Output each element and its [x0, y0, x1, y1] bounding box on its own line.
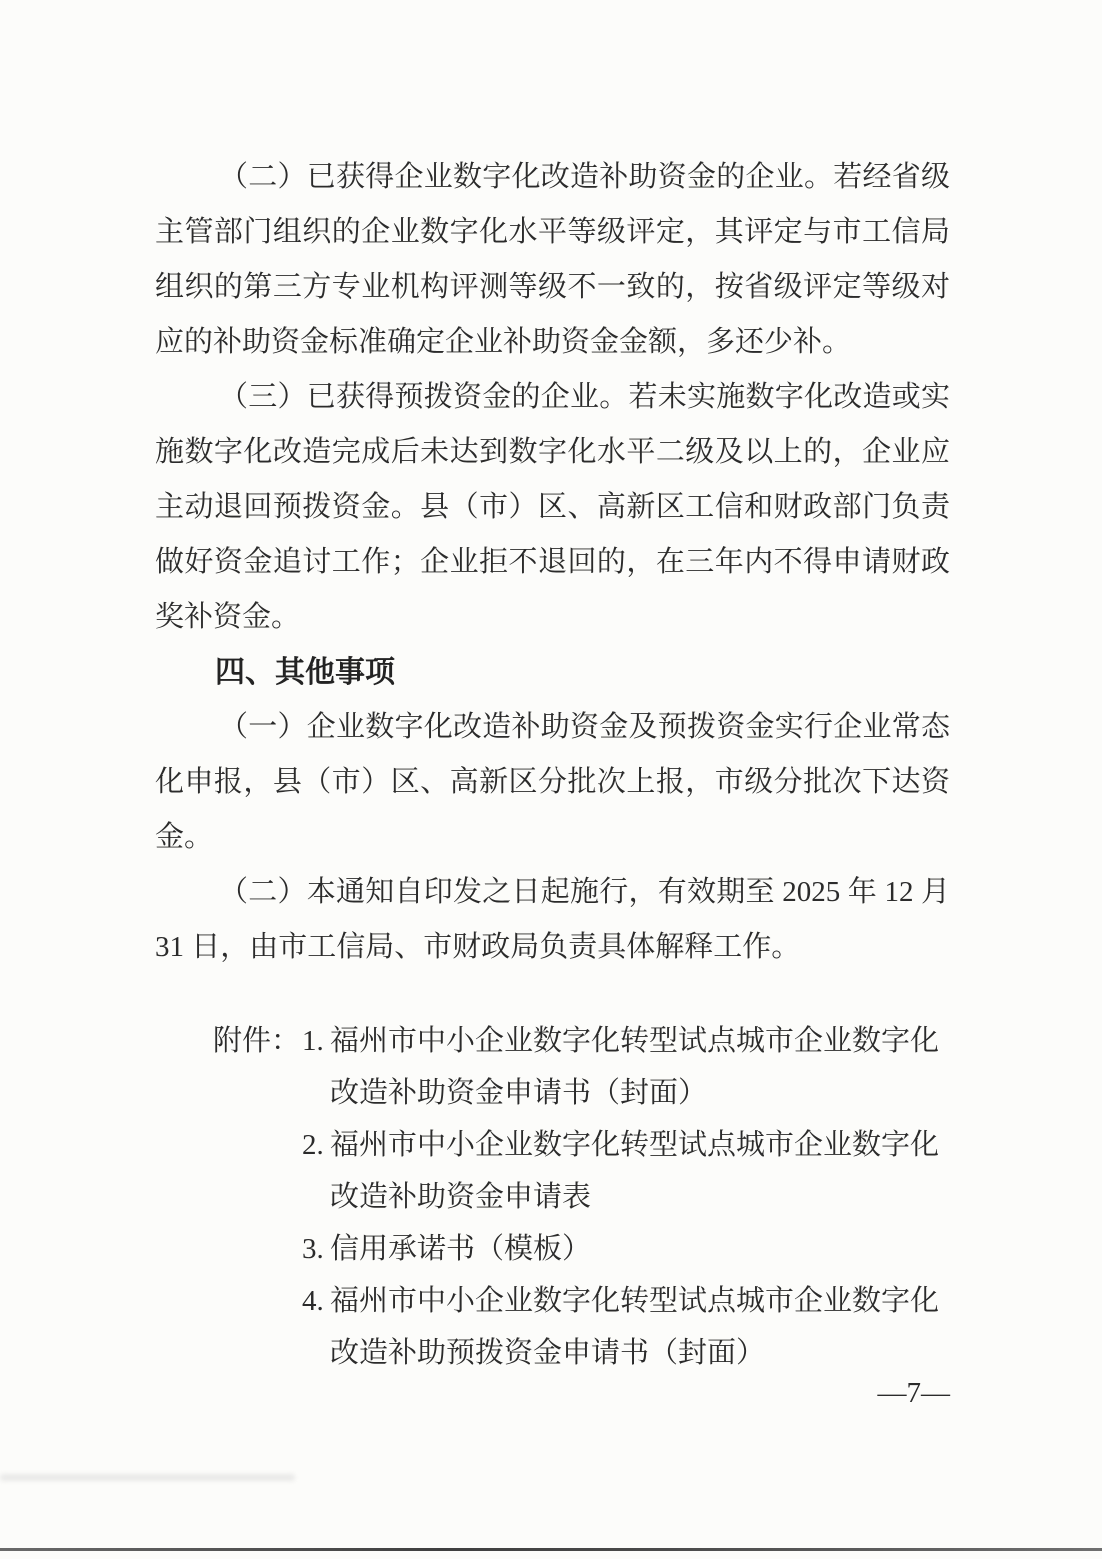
section-heading: 四、其他事项 [215, 656, 395, 689]
scan-edge-line [0, 1548, 1102, 1551]
body-line: 做好资金追讨工作；企业拒不退回的，在三年内不得申请财政 [155, 546, 950, 578]
attachment-line [155, 1327, 955, 1379]
body-line: （二）已获得企业数字化改造补助资金的企业。若经省级 [219, 161, 950, 193]
attachment-item-text: 信用承诺书（模板） [330, 1233, 592, 1265]
attachment-item-text: 改造补助资金申请表 [330, 1181, 592, 1213]
body-line: 施数字化改造完成后未达到数字化水平二级及以上的，企业应 [155, 436, 950, 468]
body-line: 金。 [155, 821, 214, 853]
attachment-item-text: 福州市中小企业数字化转型试点城市企业数字化 [330, 1129, 940, 1161]
attachment-item-number: 4. [302, 1285, 324, 1317]
attachment-line [155, 1015, 955, 1067]
body-line: （三）已获得预拨资金的企业。若未实施数字化改造或实 [219, 381, 950, 413]
attachment-label: 附件： [213, 1025, 301, 1057]
attachment-list [155, 1015, 955, 1379]
body-line: （一）企业数字化改造补助资金及预拨资金实行企业常态 [219, 711, 950, 743]
attachment-line [155, 1067, 955, 1119]
attachment-line [155, 1119, 955, 1171]
body-line: 化申报，县（市）区、高新区分批次上报，市级分批次下达资 [155, 766, 950, 798]
body-line: 应的补助资金标准确定企业补助资金金额，多还少补。 [155, 326, 852, 358]
scan-smudge-artifact [0, 1474, 295, 1481]
page-number: —7— [877, 1377, 950, 1409]
attachment-line [155, 1275, 955, 1327]
body-line: （二）本通知自印发之日起施行，有效期至 2025 年 12 月 [219, 876, 950, 908]
body-line: 主动退回预拨资金。县（市）区、高新区工信和财政部门负责 [155, 491, 950, 523]
attachment-item-text: 福州市中小企业数字化转型试点城市企业数字化 [330, 1025, 940, 1057]
body-line: 组织的第三方专业机构评测等级不一致的，按省级评定等级对 [155, 271, 950, 303]
attachment-item-number: 2. [302, 1129, 324, 1161]
attachment-line [155, 1223, 955, 1275]
body-line: 奖补资金。 [155, 601, 301, 633]
attachment-item-text: 福州市中小企业数字化转型试点城市企业数字化 [330, 1285, 940, 1317]
attachment-item-text: 改造补助资金申请书（封面） [330, 1077, 708, 1109]
attachment-item-number: 1. [302, 1025, 324, 1057]
attachment-item-number: 3. [302, 1233, 324, 1265]
body-line: 31 日，由市工信局、市财政局负责具体解释工作。 [155, 931, 801, 963]
attachment-item-text: 改造补助预拨资金申请书（封面） [330, 1337, 766, 1369]
body-line: 主管部门组织的企业数字化水平等级评定，其评定与市工信局 [155, 216, 950, 248]
document-body [155, 150, 950, 975]
attachment-line [155, 1171, 955, 1223]
